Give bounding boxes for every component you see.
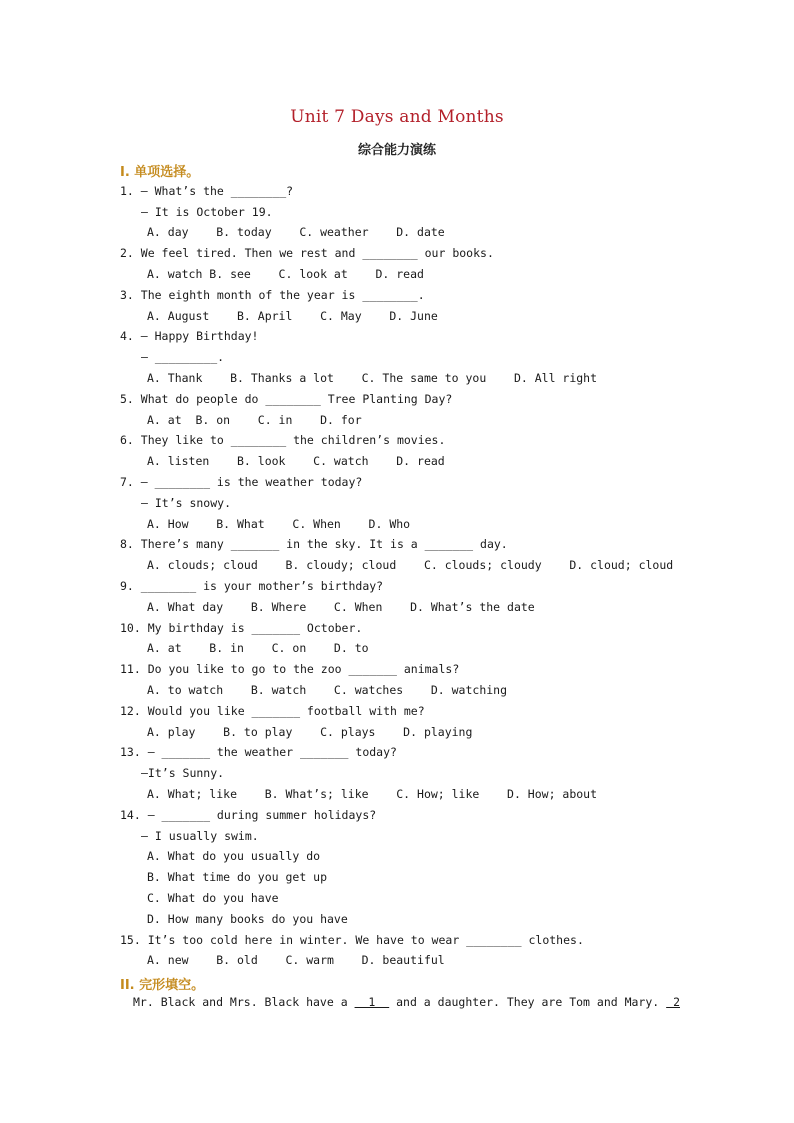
question-4: 4. — Happy Birthday! — [120, 329, 259, 343]
question-13: 13. — _______ the weather _______ today? — [120, 745, 397, 759]
cloze-passage — [133, 995, 680, 1009]
options-8: A. clouds; cloud B. cloudy; cloud C. clouds; cloudy D. cloud; cloud — [147, 558, 674, 572]
section-heading-2: II. 完形填空。 — [120, 978, 205, 993]
page-title: Unit 7 Days and Months — [290, 107, 504, 127]
question-1: 1. — What’s the ________? — [120, 184, 294, 198]
options-13: A. What; like B. What’s; like C. How; like D. How; about — [147, 787, 598, 801]
question-3: 3. The eighth month of the year is ________. — [120, 288, 425, 302]
question-12: 12. Would you like _______ football with me? — [120, 704, 425, 718]
options-9: A. What day B. Where C. When D. What’s the date — [147, 600, 535, 614]
answer-line: —It’s Sunny. — [141, 766, 225, 780]
cloze-text: and a daughter. They are Tom and Mary. — [389, 995, 667, 1009]
options-15: A. new B. old C. warm D. beautiful — [147, 953, 445, 967]
answer-line: — It’s snowy. — [141, 496, 232, 510]
options-4: A. Thank B. Thanks a lot C. The same to you D. All right — [147, 371, 598, 385]
options-1: A. day B. today C. weather D. date — [147, 225, 445, 239]
question-14: 14. — _______ during summer holidays? — [120, 808, 377, 822]
option-d: D. How many books do you have — [147, 912, 348, 926]
options-2: A. watch B. see C. look at D. read — [147, 267, 424, 281]
options-5: A. at B. on C. in D. for — [147, 413, 362, 427]
question-2: 2. We feel tired. Then we rest and ________ our books. — [120, 246, 494, 260]
question-10: 10. My birthday is _______ October. — [120, 621, 363, 635]
page-subtitle: 综合能力演练 — [357, 143, 436, 158]
answer-line: — _________. — [141, 350, 225, 364]
question-11: 11. Do you like to go to the zoo _______ animals? — [120, 662, 460, 676]
options-6: A. listen B. look C. watch D. read — [147, 454, 445, 468]
question-8: 8. There’s many _______ in the sky. It is a _______ day. — [120, 537, 508, 551]
question-15: 15. It’s too cold here in winter. We have to wear ________ clothes. — [120, 933, 584, 947]
question-6: 6. They like to ________ the children’s movies. — [120, 433, 446, 447]
cloze-blank-1: 1 — [354, 995, 390, 1009]
answer-line: — It is October 19. — [141, 205, 273, 219]
option-c: C. What do you have — [147, 891, 279, 905]
question-5: 5. What do people do ________ Tree Planting Day? — [120, 392, 453, 406]
option-b: B. What time do you get up — [147, 870, 328, 884]
options-3: A. August B. April C. May D. June — [147, 309, 438, 323]
section-heading-1: I. 单项选择。 — [120, 165, 200, 180]
answer-line: — I usually swim. — [141, 829, 259, 843]
cloze-text: Mr. Black and Mrs. Black have a — [133, 995, 355, 1009]
options-12: A. play B. to play C. plays D. playing — [147, 725, 473, 739]
options-7: A. How B. What C. When D. Who — [147, 517, 411, 531]
options-10: A. at B. in C. on D. to — [147, 641, 369, 655]
question-7: 7. — ________ is the weather today? — [120, 475, 363, 489]
cloze-blank-2: 2 — [666, 995, 680, 1009]
option-a: A. What do you usually do — [147, 849, 321, 863]
options-11: A. to watch B. watch C. watches D. watching — [147, 683, 508, 697]
question-9: 9. ________ is your mother’s birthday? — [120, 579, 384, 593]
